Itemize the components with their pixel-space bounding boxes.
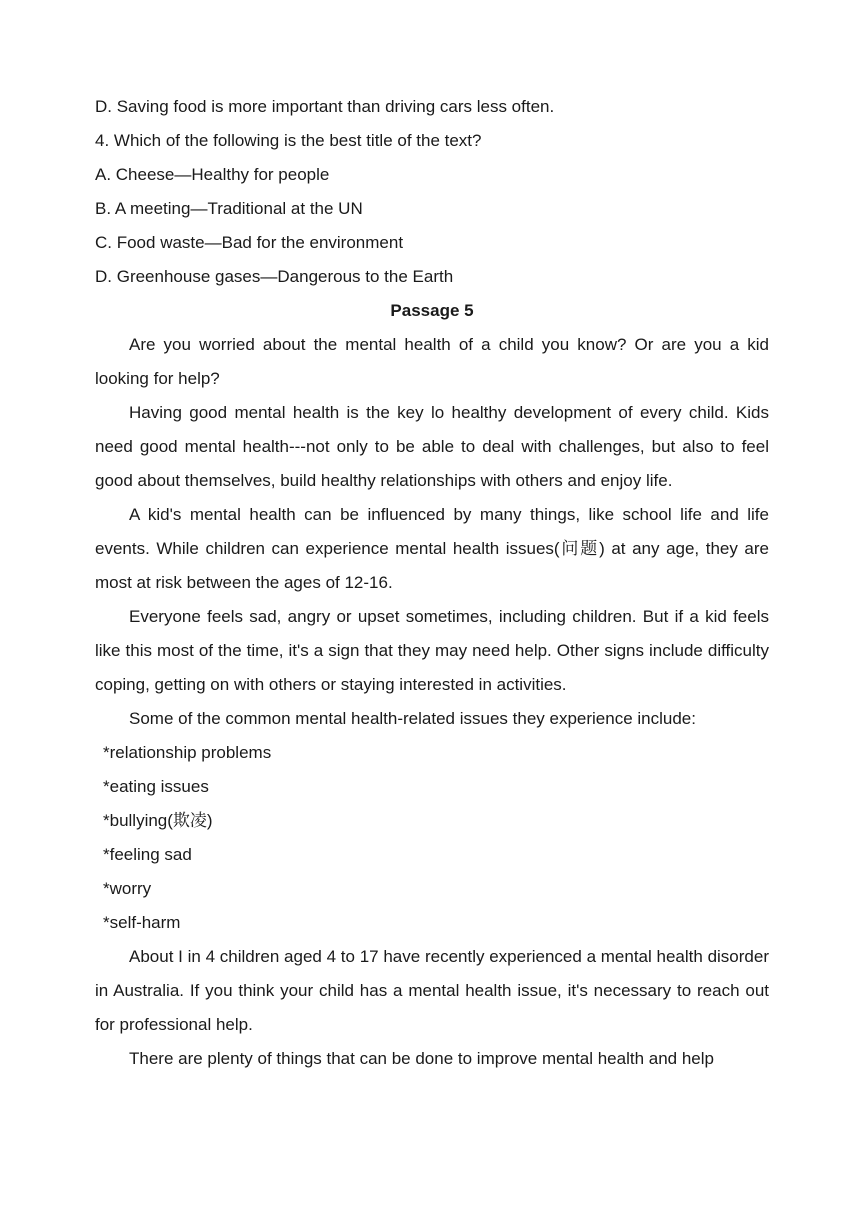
paragraph-3: A kid's mental health can be influenced by many things, like school life and life events. While children can experience mental health issues(问题) at any age, they are most at risk between the ages of 12-16. bbox=[95, 505, 769, 592]
issues-list bbox=[95, 736, 769, 940]
list-item: *self-harm bbox=[103, 913, 181, 932]
q4-stem: 4. Which of the following is the best title of the text? bbox=[95, 131, 482, 150]
q4-option-b: B. A meeting—Traditional at the UN bbox=[95, 199, 363, 218]
list-item: *relationship problems bbox=[103, 743, 272, 762]
paragraph-1: Are you worried about the mental health of a child you know? Or are you a kid looking for help? bbox=[95, 335, 769, 388]
document-content bbox=[95, 90, 769, 1076]
list-item: *feeling sad bbox=[103, 845, 192, 864]
paragraph-5: Some of the common mental health-related issues they experience include: bbox=[129, 709, 696, 728]
paragraph-2: Having good mental health is the key lo healthy development of every child. Kids need good mental health---not only to be able to deal with challenges, but also to feel good about themselves, build healthy relationships with others and enjoy life. bbox=[95, 403, 769, 490]
paragraph-6: About I in 4 children aged 4 to 17 have recently experienced a mental health disorder in Australia. If you think your child has a mental health issue, it's necessary to reach out for professional help. bbox=[95, 947, 769, 1034]
q4-option-a: A. Cheese—Healthy for people bbox=[95, 165, 330, 184]
paragraph-4: Everyone feels sad, angry or upset sometimes, including children. But if a kid feels like this most of the time, it's a sign that they may need help. Other signs include difficulty coping, getting on with others or staying interested in activities. bbox=[95, 607, 769, 694]
paragraph-7: There are plenty of things that can be done to improve mental health and help bbox=[129, 1049, 714, 1068]
q4-option-c: C. Food waste—Bad for the environment bbox=[95, 233, 404, 252]
q4-option-d: D. Greenhouse gases—Dangerous to the Earth bbox=[95, 267, 454, 286]
list-item: *bullying(欺凌) bbox=[103, 811, 213, 830]
list-item: *eating issues bbox=[103, 777, 209, 796]
list-item: *worry bbox=[103, 879, 152, 898]
q3-option-d: D. Saving food is more important than driving cars less often. bbox=[95, 97, 555, 116]
passage-title: Passage 5 bbox=[390, 301, 474, 320]
